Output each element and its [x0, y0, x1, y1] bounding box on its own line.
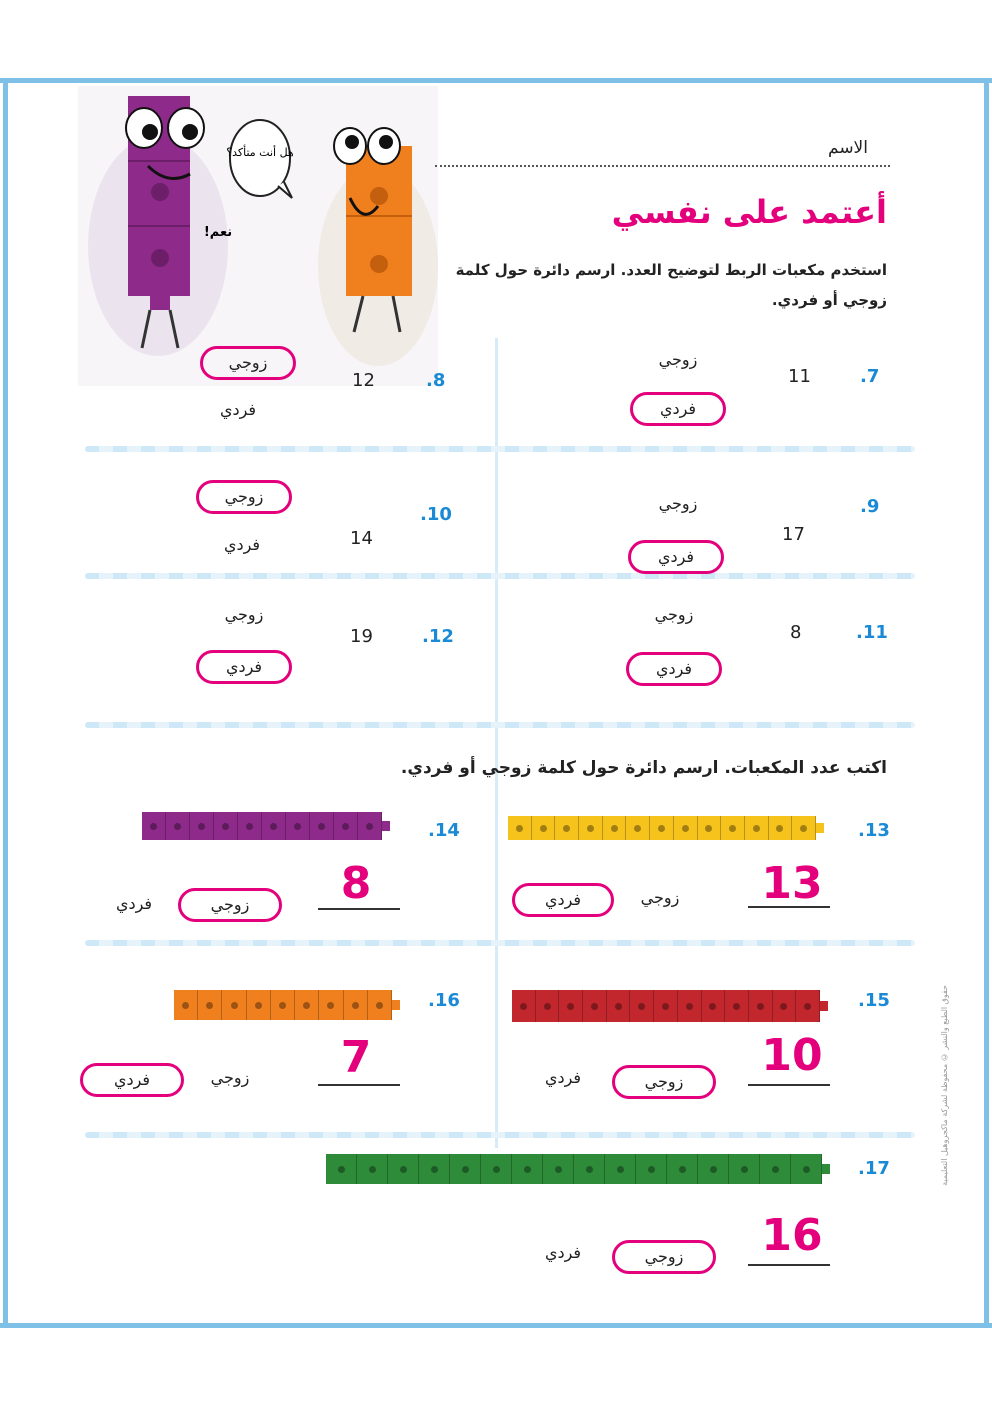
problem-17-number: .17 [858, 1158, 890, 1179]
connecting-cube [368, 990, 392, 1020]
problem-14-answer-line [318, 908, 400, 910]
connecting-cube [698, 1154, 729, 1184]
connecting-cube [190, 812, 214, 840]
problem-17-answer[interactable]: 16 [761, 1210, 823, 1261]
connecting-cube [791, 1154, 822, 1184]
row-divider [85, 722, 915, 728]
problem-15-odd[interactable]: فردي [544, 1068, 582, 1087]
problem-14-number: .14 [428, 820, 460, 841]
cube-connector-nub [382, 821, 390, 831]
problem-14-answer[interactable]: 8 [340, 858, 372, 909]
problem-16-answer-line [318, 1084, 400, 1086]
connecting-cube [481, 1154, 512, 1184]
problem-15-answer[interactable]: 10 [761, 1030, 823, 1081]
problem-13-answer-line [748, 906, 830, 908]
cube-connector-nub [820, 1001, 828, 1011]
problem-14-odd[interactable]: فردي [115, 894, 153, 913]
connecting-cube [334, 812, 358, 840]
connecting-cube [603, 816, 627, 840]
connecting-cube [678, 990, 702, 1022]
row-divider [85, 1132, 915, 1138]
problem-16-answer[interactable]: 7 [340, 1032, 372, 1083]
problem-11-value: 8 [790, 622, 802, 643]
name-input-line[interactable] [435, 165, 890, 167]
connecting-cube [605, 1154, 636, 1184]
connecting-cube [654, 990, 678, 1022]
instructions: استخدم مكعبات الربط لتوضيح العدد. ارسم دائرة حول كلمة زوجي أو فردي. [455, 261, 887, 309]
orange-cube-character [346, 146, 412, 296]
connecting-cube [388, 1154, 419, 1184]
connecting-cube [749, 990, 773, 1022]
problem-12-value: 19 [350, 626, 373, 647]
problem-15-even-circled[interactable]: زوجي [612, 1065, 716, 1099]
connecting-cube [512, 990, 536, 1022]
frame-right-border [984, 78, 989, 1328]
problem-13-answer[interactable]: 13 [761, 858, 823, 909]
problem-9-even[interactable]: زوجي [658, 494, 698, 513]
connecting-cube [247, 990, 271, 1020]
connecting-cube [630, 990, 654, 1022]
connecting-cube [725, 990, 749, 1022]
problem-12-odd-circled[interactable]: فردي [196, 650, 292, 684]
problem-7-value: 11 [788, 366, 811, 387]
problem-16-even[interactable]: زوجي [210, 1068, 250, 1087]
problem-8-even-circled[interactable]: زوجي [200, 346, 296, 380]
problem-7-even[interactable]: زوجي [658, 350, 698, 369]
connecting-cube [536, 990, 560, 1022]
connecting-cube [773, 990, 797, 1022]
connecting-cube [174, 990, 198, 1020]
connecting-cube [702, 990, 726, 1022]
connecting-cube [532, 816, 556, 840]
connecting-cube [286, 812, 310, 840]
connecting-cube [626, 816, 650, 840]
connecting-cube [295, 990, 319, 1020]
connecting-cube [271, 990, 295, 1020]
connecting-cube [450, 1154, 481, 1184]
connecting-cube [262, 812, 286, 840]
problem-14-cube-train [142, 812, 390, 840]
problem-8-odd[interactable]: فردي [219, 400, 257, 419]
problem-17-even-circled[interactable]: زوجي [612, 1240, 716, 1274]
connecting-cube [729, 1154, 760, 1184]
connecting-cube [543, 1154, 574, 1184]
connecting-cube [674, 816, 698, 840]
connecting-cube [583, 990, 607, 1022]
page-title: أعتمد على نفسي [611, 193, 887, 231]
problem-7-number: .7 [860, 366, 880, 387]
connecting-cube [792, 816, 816, 840]
connecting-cube [650, 816, 674, 840]
problem-12-even[interactable]: زوجي [224, 605, 264, 624]
problem-10-even-circled[interactable]: زوجي [196, 480, 292, 514]
cube-connector-nub [816, 823, 824, 833]
problem-8-number: .8 [426, 370, 446, 391]
row-divider [85, 446, 915, 452]
reply-text: نعم! [203, 225, 233, 240]
connecting-cube [667, 1154, 698, 1184]
connecting-cube [238, 812, 262, 840]
connecting-cube [607, 990, 631, 1022]
connecting-cube [344, 990, 368, 1020]
problem-15-cube-train [512, 990, 828, 1022]
cube-characters-illustration [78, 86, 438, 386]
problem-10-value: 14 [350, 528, 373, 549]
connecting-cube [214, 812, 238, 840]
problem-15-answer-line [748, 1084, 830, 1086]
problem-17-odd[interactable]: فردي [544, 1243, 582, 1262]
row-divider [85, 940, 915, 946]
problem-13-cube-train [508, 816, 824, 840]
problem-13-number: .13 [858, 820, 890, 841]
problem-16-number: .16 [428, 990, 460, 1011]
problem-13-even[interactable]: زوجي [640, 888, 680, 907]
connecting-cube [512, 1154, 543, 1184]
problem-9-value: 17 [782, 524, 805, 545]
connecting-cube [142, 812, 166, 840]
problem-12-number: .12 [422, 626, 454, 647]
column-divider [495, 338, 498, 1148]
connecting-cube [166, 812, 190, 840]
name-label: الاسم [828, 138, 868, 158]
cube-connector-nub [822, 1164, 830, 1174]
problem-11-even[interactable]: زوجي [654, 605, 694, 624]
connecting-cube [760, 1154, 791, 1184]
problem-7-odd-circled[interactable]: فردي [630, 392, 726, 426]
connecting-cube [745, 816, 769, 840]
connecting-cube [698, 816, 722, 840]
connecting-cube [222, 990, 246, 1020]
problem-15-number: .15 [858, 990, 890, 1011]
connecting-cube [310, 812, 334, 840]
problem-8-value: 12 [352, 370, 375, 391]
copyright-side-text: حقوق الطبع والنشر © محفوظة لشركة ماكجروهيل التعليمية [940, 985, 949, 1186]
connecting-cube [555, 816, 579, 840]
connecting-cube [198, 990, 222, 1020]
connecting-cube [357, 1154, 388, 1184]
problem-10-number: .10 [420, 504, 452, 525]
connecting-cube [796, 990, 820, 1022]
connecting-cube [769, 816, 793, 840]
problem-16-odd-circled[interactable]: فردي [80, 1063, 184, 1097]
problem-9-number: .9 [860, 496, 880, 517]
connecting-cube [574, 1154, 605, 1184]
cube-connector-nub [392, 1000, 400, 1010]
connecting-cube [559, 990, 583, 1022]
problem-16-cube-train [174, 990, 400, 1020]
problem-13-odd-circled[interactable]: فردي [512, 883, 614, 917]
problem-11-odd-circled[interactable]: فردي [626, 652, 722, 686]
problem-14-even-circled[interactable]: زوجي [178, 888, 282, 922]
connecting-cube [319, 990, 343, 1020]
part2-instructions: اكتب عدد المكعبات. ارسم دائرة حول كلمة زوجي أو فردي. [400, 758, 887, 778]
problem-17-cube-train [326, 1154, 830, 1184]
connecting-cube [326, 1154, 357, 1184]
connecting-cube [419, 1154, 450, 1184]
connecting-cube [721, 816, 745, 840]
problem-9-odd-circled[interactable]: فردي [628, 540, 724, 574]
connecting-cube [579, 816, 603, 840]
speech-bubble-text: هل أنت متأكد؟ [226, 146, 294, 159]
connecting-cube [358, 812, 382, 840]
frame-left-border [3, 78, 8, 1328]
row-divider [85, 573, 915, 579]
problem-11-number: .11 [856, 622, 888, 643]
problem-17-answer-line [748, 1264, 830, 1266]
connecting-cube [636, 1154, 667, 1184]
problem-10-odd[interactable]: فردي [223, 535, 261, 554]
connecting-cube [508, 816, 532, 840]
